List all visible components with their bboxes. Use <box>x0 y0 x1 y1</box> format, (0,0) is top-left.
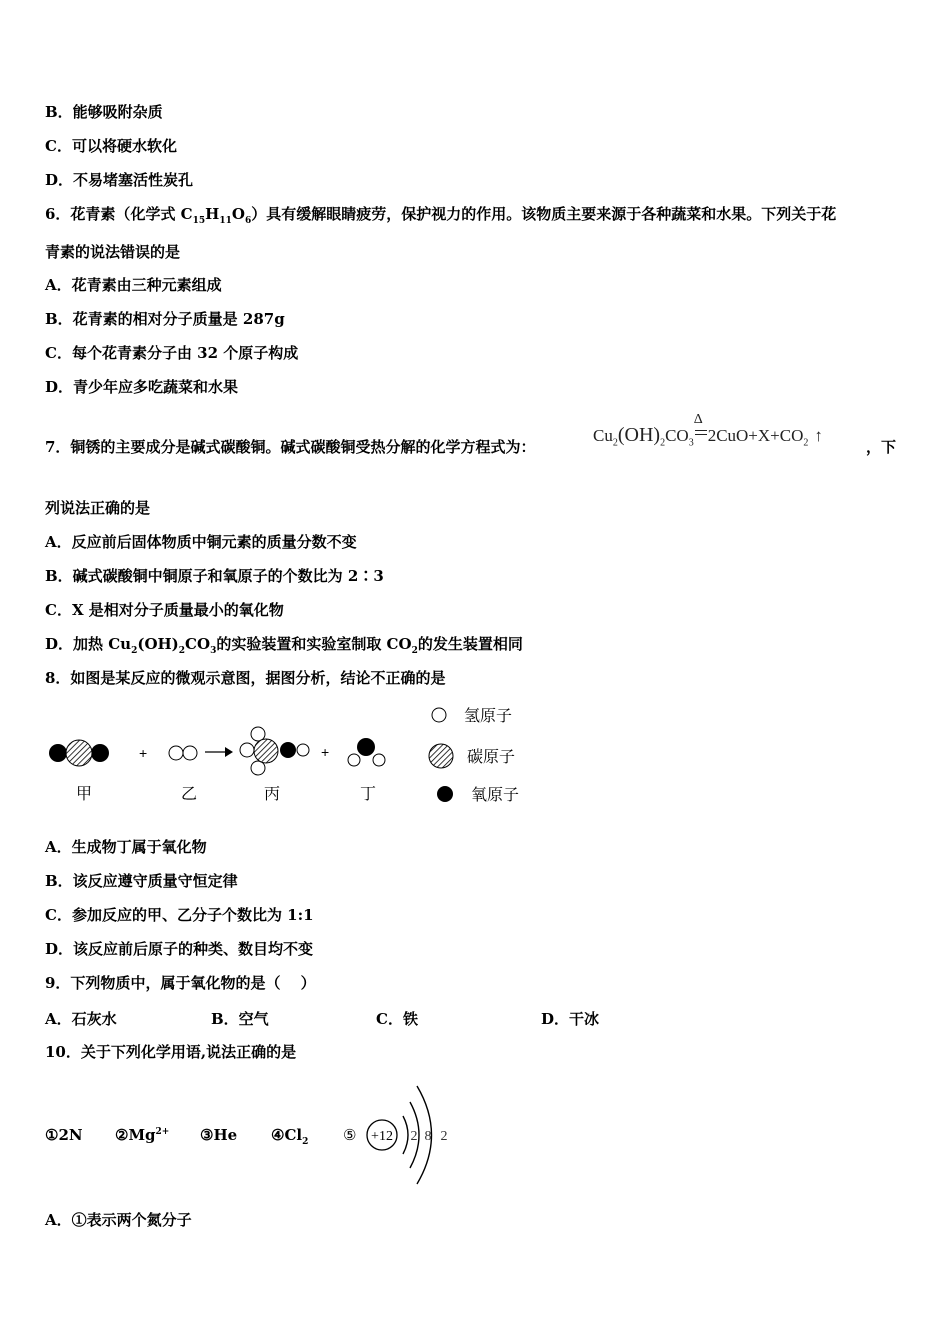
plus-sign-1: + <box>139 745 148 761</box>
q10-symbol-2: $②Mg^{2+}$ <box>115 1126 170 1144</box>
q5-option-d: D．不易堵塞活性炭孔 <box>45 171 194 189</box>
q8-stem: 8．如图是某反应的微观示意图，据图分析，结论不正确的是 <box>45 669 446 687</box>
q8-option-b: B．该反应遵守质量守恒定律 <box>45 872 238 890</box>
q7-option-b: B．碱式碳酸铜中铜原子和氧原子的个数比为 2∶3 <box>45 567 384 585</box>
legend-carbon: 碳原子 <box>467 747 516 766</box>
q10-symbol-3: ③He <box>200 1126 238 1144</box>
q6-option-d: D．青少年应多吃蔬菜和水果 <box>45 378 239 396</box>
q8-option-c: C．参加反应的甲、乙分子个数比为 1:1 <box>45 906 314 924</box>
q7-stem-line1: 7．铜锈的主要成分是碱式碳酸铜。碱式碳酸铜受热分解的化学方程式为： <box>45 438 536 456</box>
q7-stem-line2: 列说法正确的是 <box>45 499 151 517</box>
q6-option-a: A．花青素由三种元素组成 <box>45 276 222 294</box>
q7-option-a: A．反应前后固体物质中铜元素的质量分数不变 <box>45 533 357 551</box>
q6-option-c: C．每个花青素分子由 32 个原子构成 <box>45 344 299 362</box>
legend-oxygen: 氧原子 <box>471 785 520 804</box>
label-bing: 丙 <box>264 784 281 803</box>
q9-option-d: D．干冰 <box>541 1010 600 1028</box>
q7-option-d: D．加热 $Cu_2(OH)_2CO_3$的实验装置和实验室制取 $CO_2$的发生装置相同 <box>45 635 523 656</box>
q6-option-b: B．花青素的相对分子质量是 287g <box>45 310 285 328</box>
legend-hydrogen: 氢原子 <box>464 706 513 725</box>
shell-count-2: 8 <box>424 1129 432 1144</box>
q10-symbol-4: $④Cl_2$ <box>271 1126 309 1147</box>
molecule-ding <box>348 738 385 766</box>
q10-symbol-1: ①2N <box>45 1126 83 1144</box>
molecule-jia <box>49 740 109 766</box>
atomic-structure-diagram <box>360 1072 460 1190</box>
q7-option-c: C．X 是相对分子质量最小的氧化物 <box>45 601 284 619</box>
q5-option-b: B．能够吸附杂质 <box>45 103 163 121</box>
q7-stem-tail: ，下 <box>866 438 897 456</box>
plus-sign-2: + <box>321 744 330 760</box>
q9-option-a: A．石灰水 <box>45 1010 117 1028</box>
legend <box>429 706 519 804</box>
reaction-diagram <box>40 700 560 820</box>
q5-option-c: C．可以将硬水软化 <box>45 137 177 155</box>
molecule-bing <box>240 727 309 775</box>
q9-option-c: C．铁 <box>376 1010 418 1028</box>
label-yi: 乙 <box>181 784 198 803</box>
q10-option-a: A．①表示两个氮分子 <box>45 1211 192 1229</box>
q6-stem-line1: 6．花青素（化学式 $C_{15}H_{11}O_6$）具有缓解眼睛疲劳，保护视力的作用。该物质主要来源于各种蔬菜和水果。下列关于花 <box>45 205 837 226</box>
reaction-arrow-icon <box>205 747 233 757</box>
nucleus-charge: +12 <box>371 1129 393 1144</box>
q7-equation: $Cu_2(OH)_2CO_3$ Δ $2CuO+X+CO_2$ ↑ <box>593 412 823 449</box>
q10-symbol-5: ⑤ <box>343 1126 357 1144</box>
label-jia: 甲 <box>76 784 93 803</box>
shell-arc-1 <box>403 1116 408 1154</box>
q9-option-b: B．空气 <box>211 1010 269 1028</box>
shell-count-1: 2 <box>410 1129 418 1144</box>
q6-stem-line2: 青素的说法错误的是 <box>45 243 181 261</box>
q10-stem: 10．关于下列化学用语,说法正确的是 <box>45 1043 297 1061</box>
q9-stem: 9．下列物质中，属于氧化物的是（ ） <box>45 974 316 992</box>
q8-option-d: D．该反应前后原子的种类、数目均不变 <box>45 940 314 958</box>
q9-options <box>45 1008 645 1028</box>
molecule-yi <box>169 746 197 760</box>
shell-count-3: 2 <box>440 1129 448 1144</box>
label-ding: 丁 <box>360 784 377 803</box>
q8-option-a: A．生成物丁属于氧化物 <box>45 838 207 856</box>
